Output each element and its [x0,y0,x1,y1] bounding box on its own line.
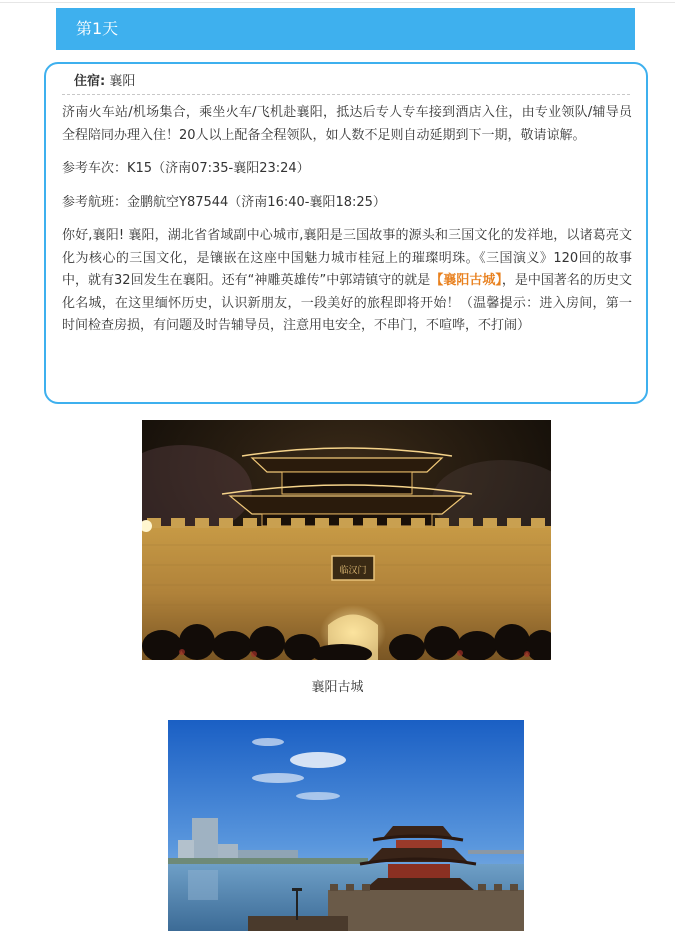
city-description-text-1: 你好,襄阳! 襄阳，湖北省省域副中心城市,襄阳是三国故事的源头和三国文化的发祥地，以诸葛亮文化为核心的三国文化，是镶嵌在这座中国魅力城市桂冠上的璀璨明珠。《三国演义》120回的故事中，就有32回发生在襄阳。还有“神雕英雄传”中郭靖镇守的就是 [62,228,632,288]
itinerary-card [44,62,648,404]
itinerary-description [62,102,632,349]
accommodation-value: 襄阳 [109,74,136,89]
accommodation-row [62,72,630,95]
train-reference: 参考车次：K15（济南07:35-襄阳23:24） [62,161,310,176]
photo-caption: 襄阳古城 [311,680,364,695]
ancient-city-highlight: 【襄阳古城】 [430,273,502,288]
flight-reference: 参考航班：金鹏航空Y87544（济南16:40-襄阳18:25） [62,194,386,210]
riverside-tower-photo [168,720,524,931]
day-header [56,8,635,50]
day-title: 第1天 [76,19,119,38]
gate-plaque-text: 临汉门 [339,566,367,576]
accommodation-label: 住宿: [74,74,106,89]
intro-paragraph: 济南火车站/机场集合，乘坐火车/飞机赴襄阳，抵达后专人专车接到酒店入住，由专业领队/辅导员全程陪同办理入住！20人以上配备全程领队，如人数不足则自动延期到下一期，敬请谅解。 [62,105,632,143]
top-divider [0,2,675,3]
city-description-text-2: ，是中国著名的历史文化名城，在这里缅怀历史，认识新朋友，一段美好的旅程即将开始！（温馨提示：进入房间，第一时间检查房损，有问题及时告辅导员，注意用电安全，不串门，不喧哗，不打闹） [62,273,632,333]
city-description [62,225,632,338]
ancient-city-night-photo [142,420,551,660]
